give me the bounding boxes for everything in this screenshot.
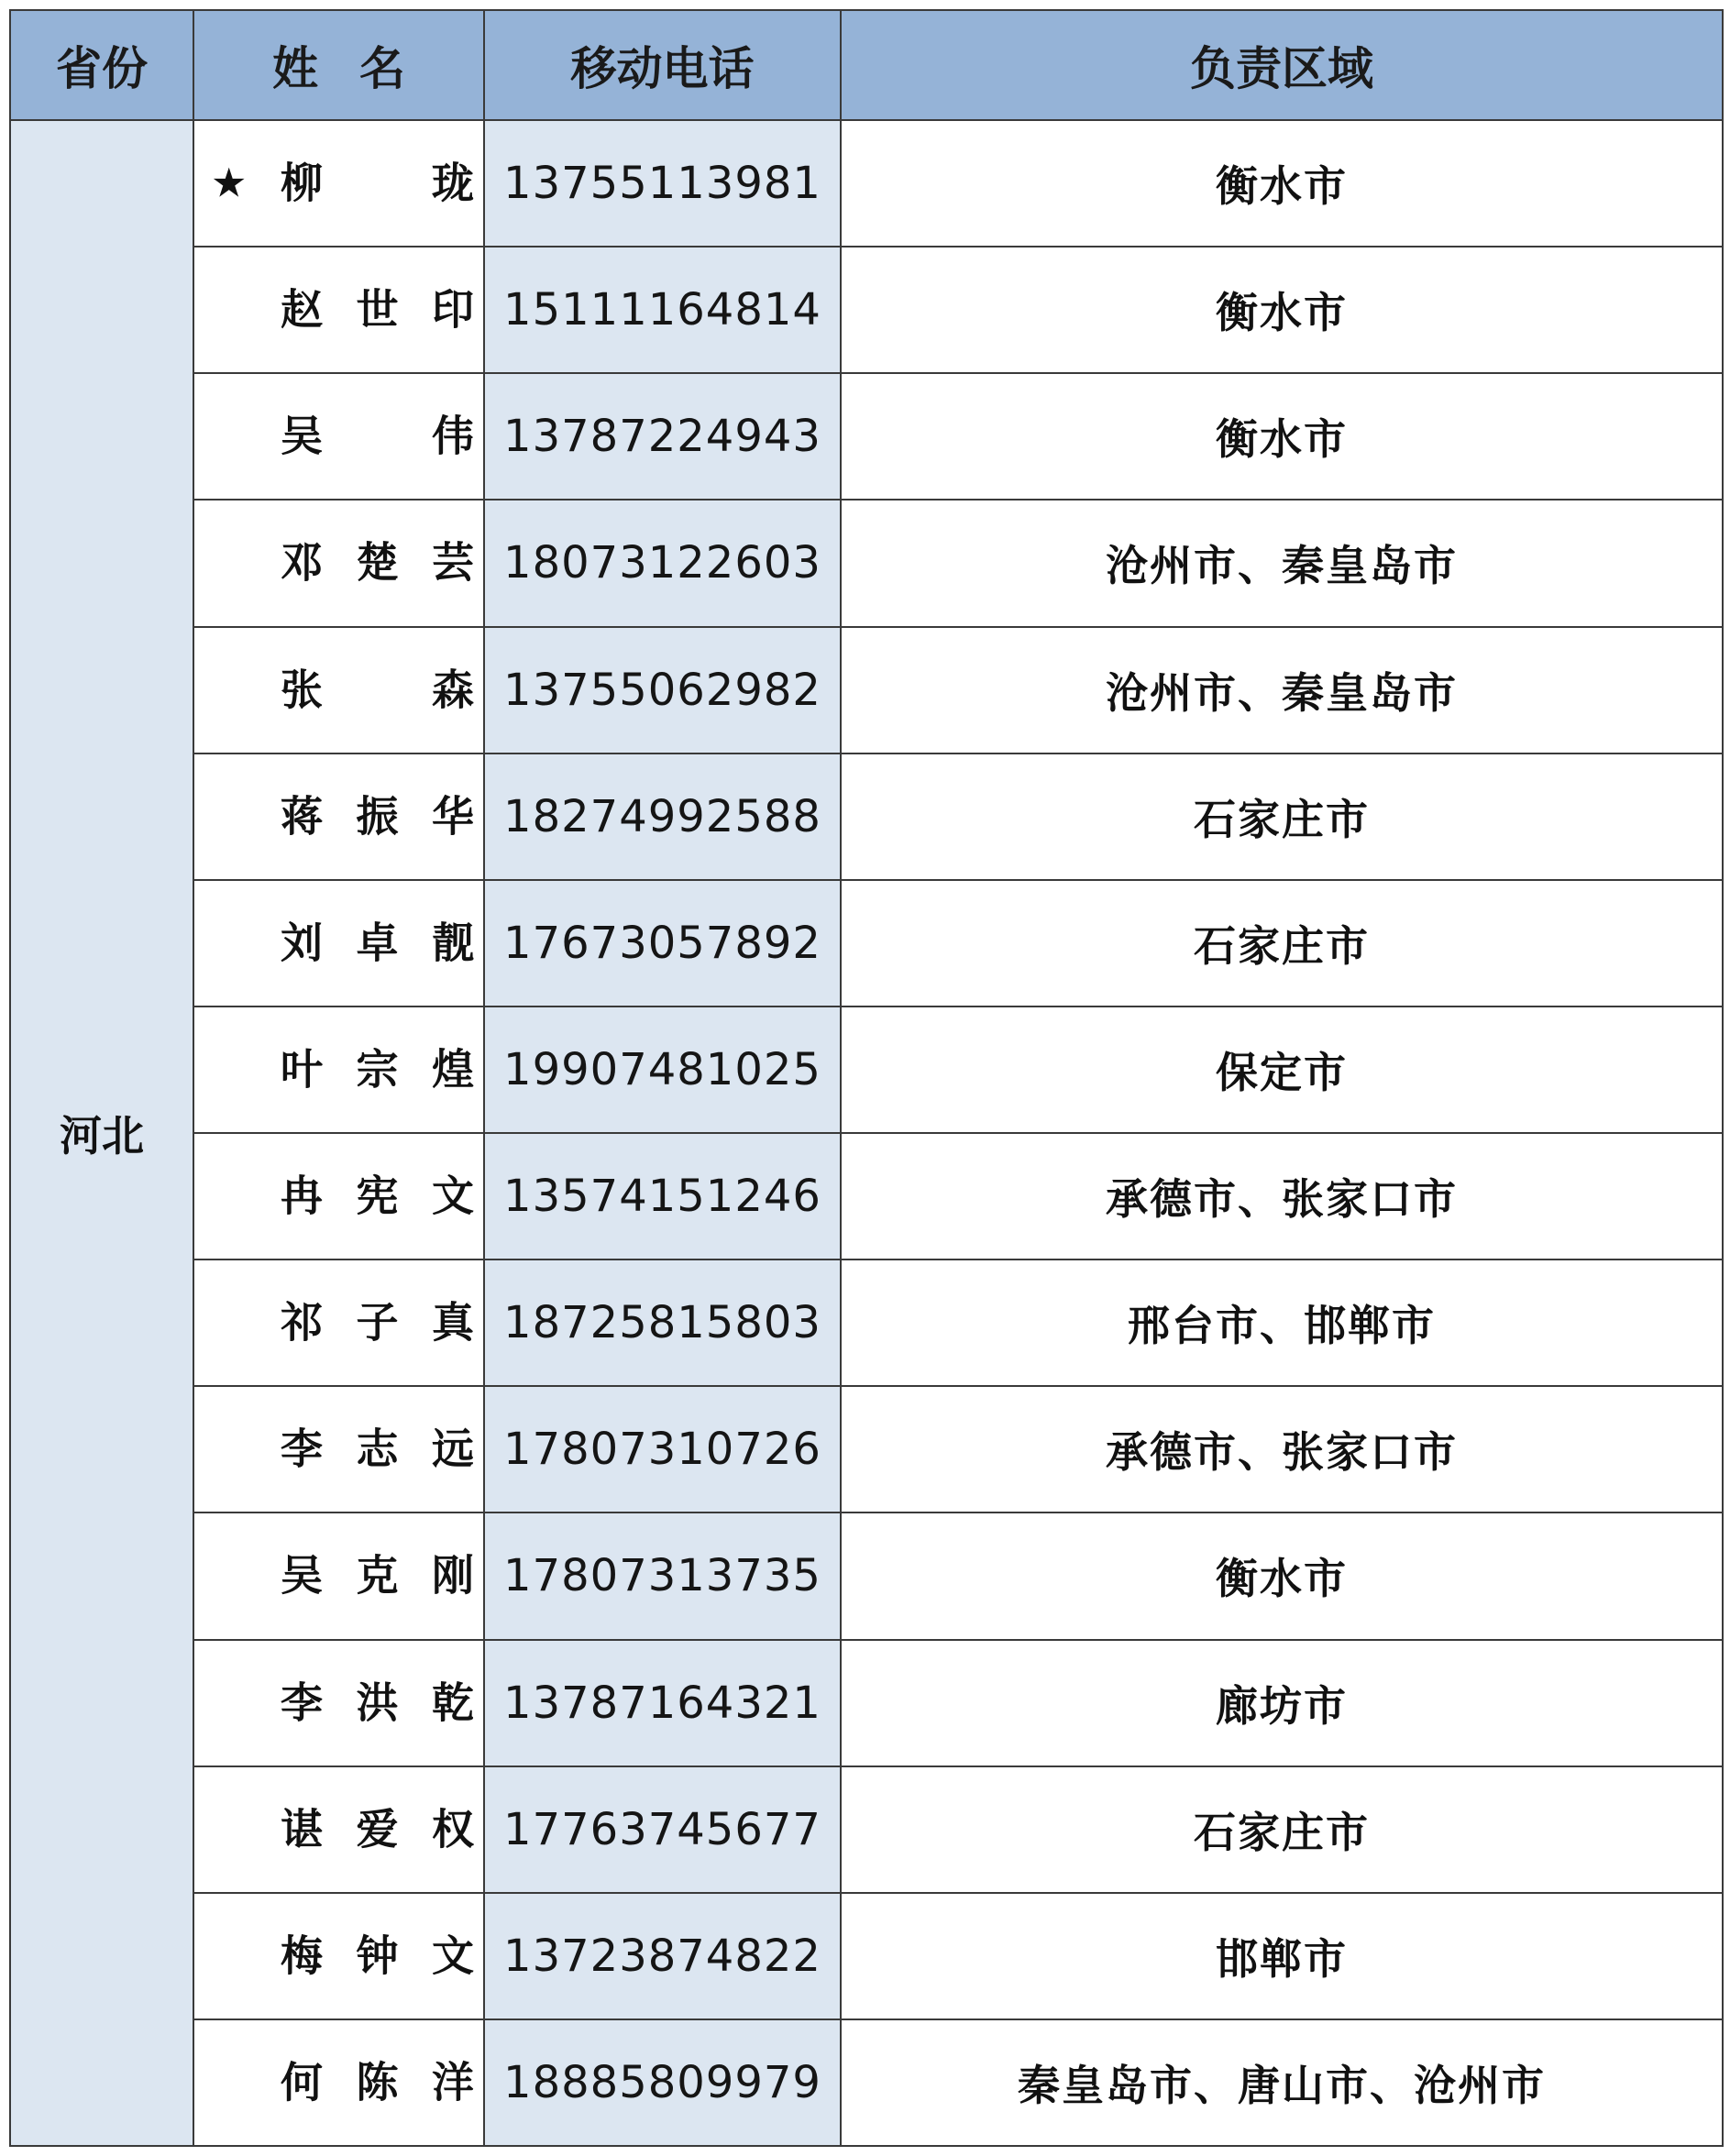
- person-name: 叶 宗 煌: [281, 1044, 474, 1094]
- header-name: [193, 10, 484, 120]
- name-cell: [193, 1893, 484, 2019]
- phone-cell: 18885809979: [484, 2019, 841, 2146]
- phone-cell: 18274992588: [484, 754, 841, 880]
- header-name-label: 姓名: [272, 42, 446, 95]
- area-cell: 衡水市: [841, 247, 1723, 373]
- person-name: 梅 钟 文: [281, 1930, 474, 1981]
- table-row: [10, 1640, 1723, 1766]
- phone-cell: 13755113981: [484, 120, 841, 247]
- header-row: [10, 10, 1723, 120]
- phone-cell: 19907481025: [484, 1006, 841, 1133]
- person-name: 柳 珑: [281, 158, 474, 208]
- table-row: [10, 1133, 1723, 1260]
- area-cell: 衡水市: [841, 373, 1723, 500]
- phone-cell: 18725815803: [484, 1260, 841, 1386]
- person-name: 谌 爱 权: [281, 1804, 474, 1854]
- star-icon: ★: [211, 160, 248, 207]
- table-row: [10, 2019, 1723, 2146]
- person-name: 冉 宪 文: [281, 1171, 474, 1221]
- person-name: 刘 卓 靓: [281, 918, 474, 968]
- header-phone-label: 移动电话: [570, 42, 755, 95]
- name-cell: [193, 1766, 484, 1893]
- name-cell: [193, 1260, 484, 1386]
- name-cell: [193, 627, 484, 754]
- province-cell: 河北: [10, 120, 193, 2146]
- person-name: 赵 世 印: [281, 284, 474, 335]
- name-cell: [193, 1640, 484, 1766]
- area-cell: 邢台市、邯郸市: [841, 1260, 1723, 1386]
- person-name: 张 森: [281, 664, 474, 714]
- name-cell: [193, 247, 484, 373]
- area-cell: 石家庄市: [841, 754, 1723, 880]
- area-cell: 石家庄市: [841, 880, 1723, 1006]
- area-cell: 秦皇岛市、唐山市、沧州市: [841, 2019, 1723, 2146]
- area-cell: 承德市、张家口市: [841, 1133, 1723, 1260]
- area-cell: 邯郸市: [841, 1893, 1723, 2019]
- phone-cell: 13787224943: [484, 373, 841, 500]
- name-cell: [193, 2019, 484, 2146]
- table-row: [10, 1512, 1723, 1639]
- area-cell: 廊坊市: [841, 1640, 1723, 1766]
- table-row: [10, 754, 1723, 880]
- phone-cell: 15111164814: [484, 247, 841, 373]
- area-cell: 承德市、张家口市: [841, 1386, 1723, 1512]
- person-name: 邓 楚 芸: [281, 537, 474, 588]
- person-name: 李 洪 乾: [281, 1677, 474, 1727]
- name-cell: [193, 1512, 484, 1639]
- table-row: [10, 120, 1723, 247]
- table-row: [10, 1386, 1723, 1512]
- area-cell: 衡水市: [841, 120, 1723, 247]
- area-cell: 沧州市、秦皇岛市: [841, 500, 1723, 626]
- person-name: 吴 克 刚: [281, 1550, 474, 1600]
- phone-cell: 18073122603: [484, 500, 841, 626]
- phone-cell: 13787164321: [484, 1640, 841, 1766]
- name-cell: [193, 880, 484, 1006]
- phone-cell: 13574151246: [484, 1133, 841, 1260]
- phone-cell: 17763745677: [484, 1766, 841, 1893]
- phone-cell: 13723874822: [484, 1893, 841, 2019]
- header-area: [841, 10, 1723, 120]
- area-cell: 石家庄市: [841, 1766, 1723, 1893]
- phone-cell: 17807310726: [484, 1386, 841, 1512]
- table-row: [10, 880, 1723, 1006]
- table-row: [10, 1766, 1723, 1893]
- table-row: [10, 1893, 1723, 2019]
- person-name: 蒋 振 华: [281, 791, 474, 842]
- area-cell: 衡水市: [841, 1512, 1723, 1639]
- phone-cell: 17807313735: [484, 1512, 841, 1639]
- table-row: [10, 500, 1723, 626]
- person-name: 祁 子 真: [281, 1297, 474, 1348]
- area-cell: 保定市: [841, 1006, 1723, 1133]
- name-cell: [193, 120, 484, 247]
- header-phone: [484, 10, 841, 120]
- header-area-label: 负责区域: [1190, 42, 1373, 95]
- person-name: 吴 伟: [281, 411, 474, 461]
- name-cell: [193, 1133, 484, 1260]
- phone-cell: 13755062982: [484, 627, 841, 754]
- name-cell: [193, 1006, 484, 1133]
- header-province: [10, 10, 193, 120]
- name-cell: [193, 1386, 484, 1512]
- phone-cell: 17673057892: [484, 880, 841, 1006]
- table-row: [10, 1006, 1723, 1133]
- table-row: [10, 247, 1723, 373]
- header-province-label: 省份: [56, 42, 148, 95]
- person-name: 何 陈 洋: [281, 2057, 474, 2107]
- name-cell: [193, 373, 484, 500]
- table-row: [10, 1260, 1723, 1386]
- name-cell: [193, 500, 484, 626]
- person-name: 李 志 远: [281, 1424, 474, 1474]
- contacts-table: [9, 9, 1724, 2147]
- name-cell: [193, 754, 484, 880]
- area-cell: 沧州市、秦皇岛市: [841, 627, 1723, 754]
- table-row: [10, 627, 1723, 754]
- table-row: [10, 373, 1723, 500]
